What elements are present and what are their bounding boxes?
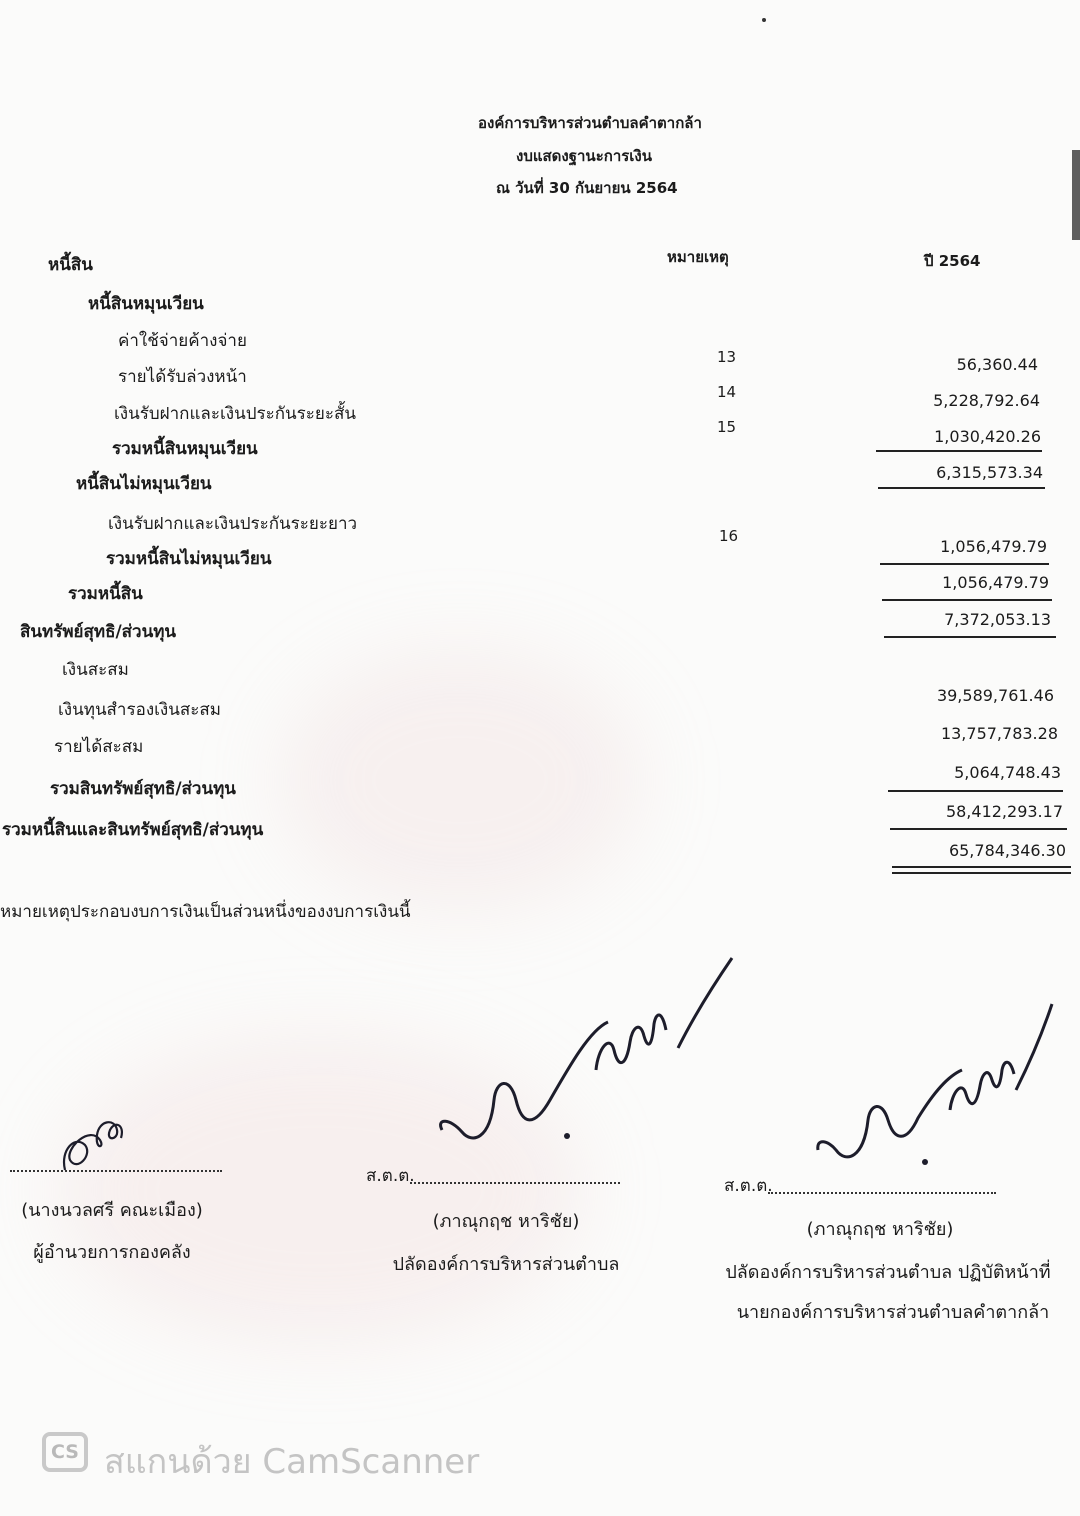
label-reserve-funds: เงินทุนสำรองเงินสะสม: [58, 700, 221, 720]
label-liabilities: หนี้สิน: [48, 255, 93, 275]
label-unearned-revenue: รายได้รับล่วงหน้า: [118, 367, 247, 387]
subtotal-rule: [876, 450, 1042, 452]
signature-line: [410, 1182, 620, 1184]
amount: 39,589,761.46: [936, 686, 1054, 705]
label-total-liabilities: รวมหนี้สิน: [68, 584, 143, 604]
note-number: 16: [719, 527, 739, 545]
label-total-non-current-liabilities: รวมหนี้สินไม่หมุนเวียน: [106, 549, 272, 569]
total-rule: [884, 636, 1056, 638]
subtotal-rule: [888, 790, 1063, 792]
statement-date: ณ วันที่ 30 กันยายน 2564: [496, 179, 678, 197]
rank-prefix: ส.ต.ต.: [366, 1166, 415, 1186]
signatory-title: นายกองค์การบริหารส่วนตำบลคำตากล้า: [736, 1302, 1050, 1323]
amount: 5,064,748.43: [954, 763, 1061, 782]
signatory-name: (นางนวลศรี คณะเมือง): [21, 1200, 203, 1221]
label-net-assets: สินทรัพย์สุทธิ/ส่วนทุน: [20, 622, 177, 642]
label-accumulated-revenue: รายได้สะสม: [54, 737, 144, 757]
org-name: องค์การบริหารส่วนตำบลคำตากล้า: [478, 114, 702, 132]
amount: 13,757,783.28: [940, 724, 1058, 743]
subtotal-rule: [880, 563, 1049, 565]
handwritten-signature-3: [810, 1000, 1060, 1180]
label-non-current-liabilities: หนี้สินไม่หมุนเวียน: [76, 474, 212, 494]
label-total-net-assets: รวมสินทรัพย์สุทธิ/ส่วนทุน: [50, 779, 236, 799]
label-accrued-expenses: ค่าใช้จ่ายค้างจ่าย: [118, 331, 247, 351]
signatory-name: (ภาณุกฤช หาริชัย): [432, 1211, 580, 1232]
double-rule-bottom: [892, 872, 1071, 874]
signatory-title: ผู้อำนวยการกองคลัง: [33, 1242, 191, 1263]
paper-stain: [280, 650, 640, 910]
amount: 5,228,792.64: [933, 391, 1040, 410]
label-accumulated-funds: เงินสะสม: [62, 660, 129, 680]
amount-total: 58,412,293.17: [945, 802, 1063, 821]
label-current-liabilities: หนี้สินหมุนเวียน: [88, 294, 204, 314]
camscanner-logo-icon: CS: [42, 1432, 88, 1472]
label-long-term-deposits: เงินรับฝากและเงินประกันระยะยาว: [108, 514, 358, 534]
statement-title: งบแสดงฐานะการเงิน: [516, 147, 653, 165]
handwritten-signature-2: [430, 950, 740, 1150]
amount: 56,360.44: [956, 355, 1038, 374]
label-total-current-liabilities: รวมหนี้สินหมุนเวียน: [112, 439, 258, 459]
note-number: 13: [717, 348, 737, 366]
amount: 1,030,420.26: [934, 427, 1041, 446]
amount-total: 6,315,573.34: [936, 463, 1043, 482]
handwritten-signature-1: [55, 1100, 135, 1180]
note-number: 14: [717, 383, 737, 401]
label-short-term-deposits: เงินรับฝากและเงินประกันระยะสั้น: [114, 404, 357, 424]
year-column-header: ปี 2564: [924, 252, 981, 270]
label-total-liabilities-and-net-assets: รวมหนี้สินและสินทรัพย์สุทธิ/ส่วนทุน: [2, 820, 264, 840]
rank-prefix: ส.ต.ต.: [724, 1176, 773, 1196]
total-rule: [890, 828, 1067, 830]
amount: 1,056,479.79: [940, 537, 1047, 556]
amount-total: 7,372,053.13: [944, 610, 1051, 629]
signatory-title: ปลัดองค์การบริหารส่วนตำบล ปฏิบัติหน้าที่: [725, 1262, 1051, 1283]
note-number: 15: [717, 418, 737, 436]
amount-total: 1,056,479.79: [942, 573, 1049, 592]
signature-line: [10, 1170, 222, 1172]
camscanner-watermark: สแกนด้วย CamScanner: [104, 1442, 480, 1482]
double-rule-top: [892, 866, 1071, 868]
signatory-title: ปลัดองค์การบริหารส่วนตำบล: [392, 1254, 620, 1275]
signatory-name: (ภาณุกฤช หาริชัย): [806, 1219, 954, 1240]
footnote: หมายเหตุประกอบงบการเงินเป็นส่วนหนึ่งของงบการเงินนี้: [0, 902, 411, 922]
note-column-header: หมายเหตุ: [667, 248, 729, 266]
signature-line: [768, 1192, 996, 1194]
scan-speck: [762, 18, 766, 22]
scan-edge: [1072, 150, 1080, 240]
total-rule: [882, 599, 1052, 601]
total-rule: [878, 487, 1045, 489]
amount-grand-total: 65,784,346.30: [948, 841, 1066, 860]
